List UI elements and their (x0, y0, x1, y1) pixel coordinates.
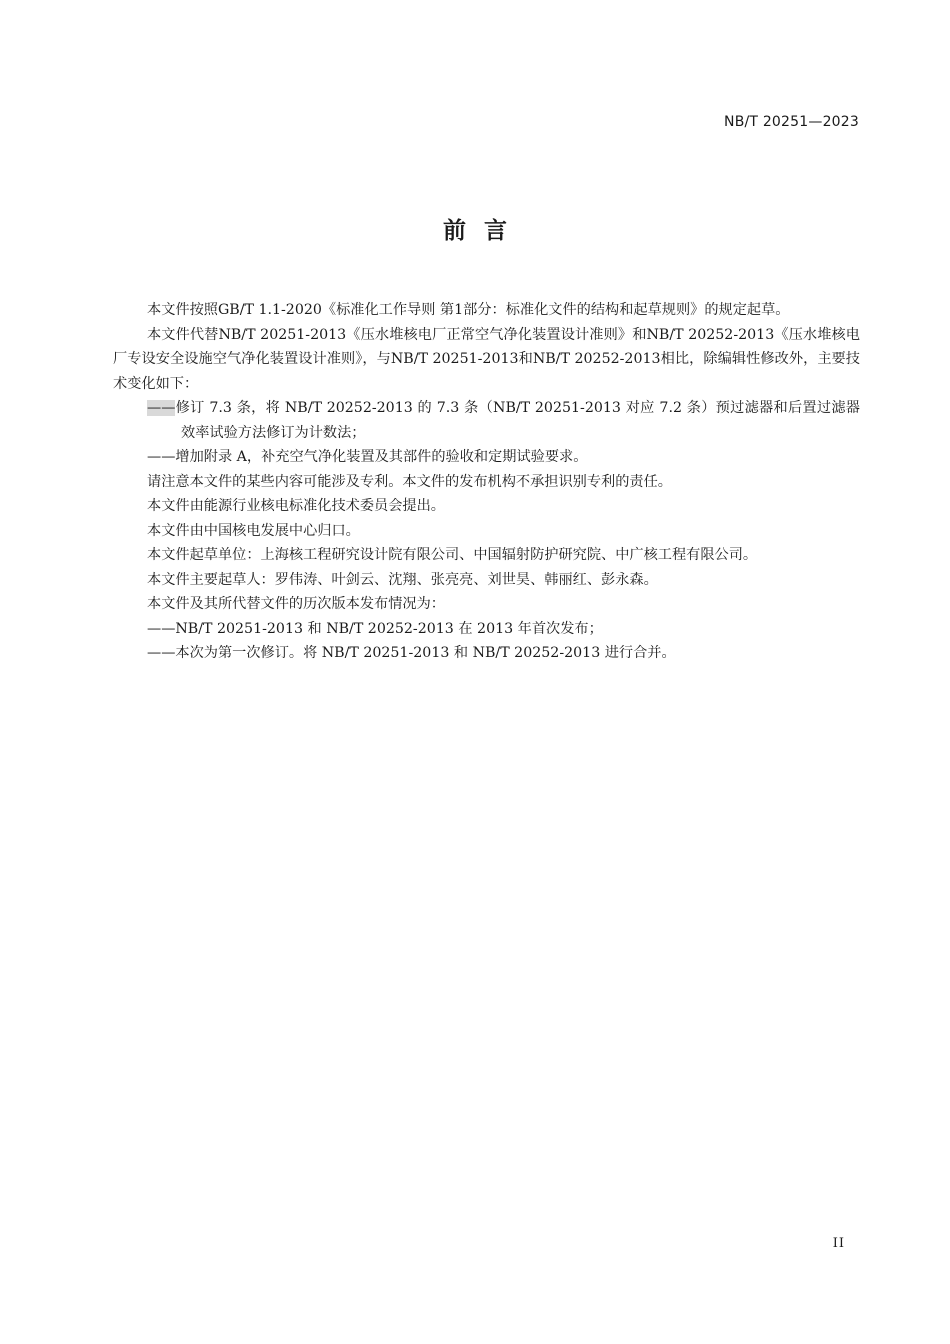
highlighted-dash: —— (147, 400, 176, 416)
page-title: 前言 (443, 218, 525, 244)
paragraph-drafters: 本文件主要起草人：罗伟涛、叶剑云、沈翔、张亮亮、刘世昊、韩丽红、彭永森。 (147, 571, 658, 588)
list-item-change-2: ——增加附录 A，补充空气净化装置及其部件的验收和定期试验要求。 (147, 449, 588, 465)
paragraph-version-history: 本文件及其所代替文件的历次版本发布情况为： (147, 596, 445, 612)
paragraph-standard-basis: 本文件按照GB/T 1.1-2020《标准化工作导则 第1部分：标准化文件的结构和起草规则》的规定起草。 (147, 302, 790, 318)
document-number: NB/T 20251—2023 (724, 114, 859, 130)
paragraph-replacement: 本文件代替NB/T 20251-2013《压水堆核电厂正常空气净化装置设计准则》和NB/T 20252-2013《压水堆核电厂专设安全设施空气净化装置设计准则》，与NB/T 20251-2013和NB/T 20252-2013相比，除编辑性修改外，主要技术变化如下： (113, 326, 860, 392)
paragraph-administrator: 本文件由中国核电发展中心归口。 (147, 522, 360, 539)
list-item-change-1 (113, 396, 860, 445)
paragraph-drafting-units: 本文件起草单位：上海核工程研究设计院有限公司、中国辐射防护研究院、中广核工程有限公司。 (147, 547, 758, 563)
page-number: II (832, 1236, 845, 1251)
paragraph-proposer: 本文件由能源行业核电标准化技术委员会提出。 (147, 498, 445, 514)
paragraph-patent-notice: 请注意本文件的某些内容可能涉及专利。本文件的发布机构不承担识别专利的责任。 (147, 473, 672, 490)
list-item-text: 修订 7.3 条，将 NB/T 20252-2013 的 7.3 条（NB/T 20251-2013 对应 7.2 条）预过滤器和后置过滤器效率试验方法修订为计数法； (175, 400, 860, 441)
list-item-history-1: ——NB/T 20251-2013 和 NB/T 20252-2013 在 2013 年首次发布； (147, 620, 603, 637)
list-item-history-2: ——本次为第一次修订。将 NB/T 20251-2013 和 NB/T 20252-2013 进行合并。 (147, 645, 676, 661)
foreword-body (113, 298, 860, 666)
